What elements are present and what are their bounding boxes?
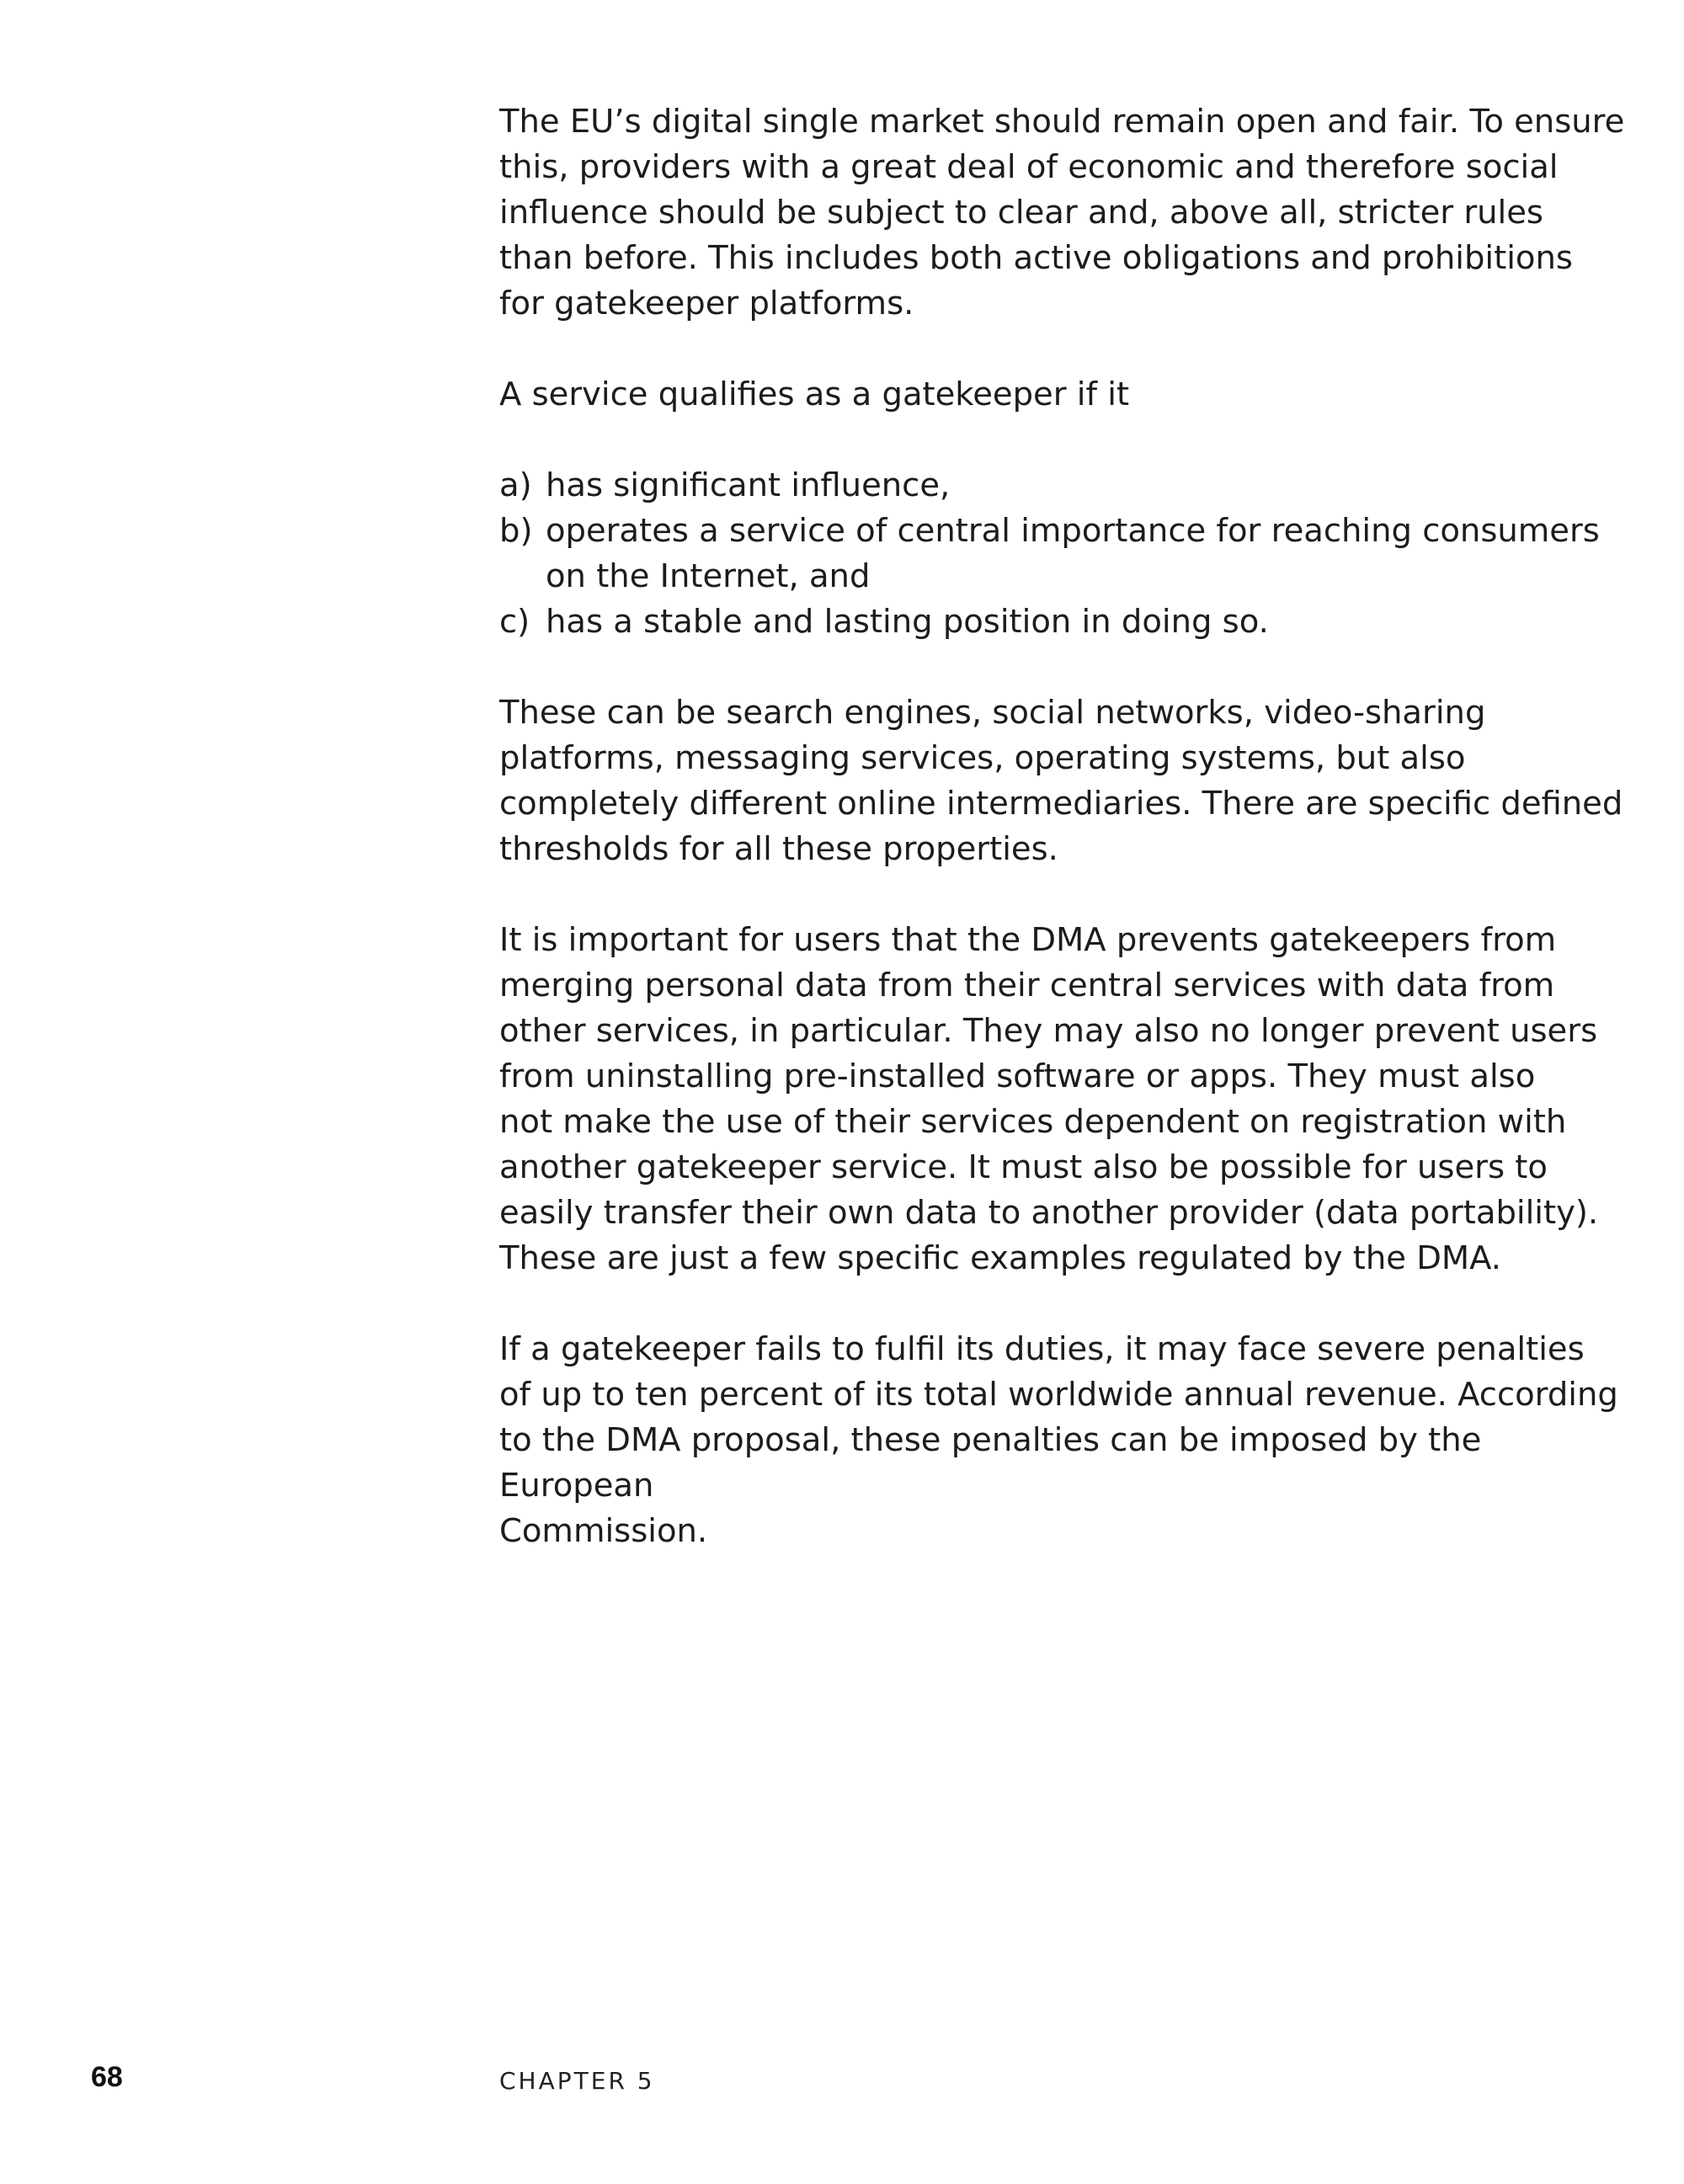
list-item-text: has significant influence,	[546, 466, 951, 504]
gatekeeper-criteria-list	[499, 463, 1644, 645]
page-number: 68	[91, 2061, 123, 2093]
list-item-text: operates a service of central importance for reaching consumers on the Internet, and	[546, 512, 1600, 595]
main-text-column	[499, 99, 1644, 1600]
paragraph-users: It is important for users that the DMA prevents gatekeepers from merging personal data from their central services with data from other services, in particular. They may also no longer prevent users from uninstalling pre-installed software or apps. They must also not make the use of their services dependent on registration with another gatekeeper service. It must also be possible for users to easily transfer their own data to another provider (data portability). These are just a few specific examples regulated by the DMA.	[499, 921, 1599, 1277]
paragraph-examples: These can be search engines, social networks, video-sharing platforms, messaging services, operating systems, but also completely different online intermediaries. There are specific defined thresholds for all these properties.	[499, 694, 1623, 868]
list-marker: b)	[499, 512, 533, 550]
paragraph-list-intro: A service qualifies as a gatekeeper if it	[499, 376, 1130, 413]
list-item	[499, 599, 1644, 645]
list-item-text: has a stable and lasting position in doing so.	[546, 603, 1269, 641]
list-item	[499, 463, 1644, 509]
list-item	[499, 509, 1644, 599]
list-marker: c)	[499, 603, 530, 641]
paragraph-intro: The EU’s digital single market should remain open and fair. To ensure this, providers with a great deal of economic and therefore social influence should be subject to clear and, above all, stricter rules than before. This includes both active obligations and prohibitions for gatekeeper platforms.	[499, 103, 1625, 322]
list-marker: a)	[499, 466, 532, 504]
chapter-label: CHAPTER 5	[499, 2067, 655, 2095]
paragraph-penalties: If a gatekeeper fails to fulfil its duties, it may face severe penalties of up to ten percent of its total worldwide annual revenue. According to the DMA proposal, these penalties can be imposed by the European Commission.	[499, 1330, 1618, 1550]
